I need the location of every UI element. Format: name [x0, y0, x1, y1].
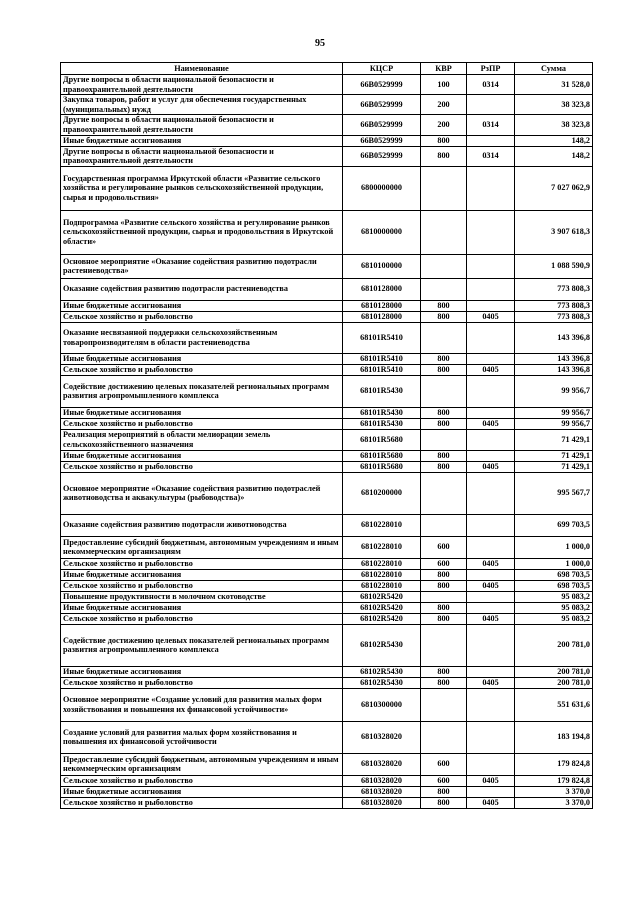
cell-rzpr: [467, 375, 515, 407]
cell-rzpr: 0405: [467, 775, 515, 786]
cell-rzpr: [467, 278, 515, 300]
cell-name: Сельское хозяйство и рыболовство: [61, 580, 343, 591]
cell-name: Оказание несвязанной поддержки сельскохозяйственным товаропроизводителям в области растениеводства: [61, 322, 343, 353]
cell-name: Иные бюджетные ассигнования: [61, 602, 343, 613]
cell-kvr: 800: [421, 666, 467, 677]
cell-sum: 143 396,8: [515, 364, 593, 375]
cell-sum: 38 323,8: [515, 115, 593, 135]
cell-code: 68102R5420: [343, 602, 421, 613]
cell-rzpr: [467, 602, 515, 613]
cell-code: 66В0529999: [343, 146, 421, 166]
cell-name: Другие вопросы в области национальной безопасности и правоохранительной деятельности: [61, 115, 343, 135]
cell-code: 6810228010: [343, 514, 421, 536]
cell-sum: 148,2: [515, 135, 593, 146]
cell-name: Иные бюджетные ассигнования: [61, 300, 343, 311]
cell-rzpr: 0405: [467, 558, 515, 569]
cell-sum: 995 567,7: [515, 472, 593, 514]
cell-rzpr: 0314: [467, 115, 515, 135]
cell-sum: 95 083,2: [515, 613, 593, 624]
table-row: [61, 786, 593, 797]
cell-kvr: 800: [421, 797, 467, 808]
table-body: [61, 75, 593, 809]
cell-name: Реализация мероприятий в области мелиорации земель сельскохозяйственного назначения: [61, 429, 343, 450]
cell-name: Иные бюджетные ассигнования: [61, 666, 343, 677]
cell-name: Иные бюджетные ассигнования: [61, 569, 343, 580]
cell-rzpr: 0405: [467, 461, 515, 472]
cell-kvr: 600: [421, 753, 467, 775]
cell-rzpr: [467, 786, 515, 797]
table-row: [61, 375, 593, 407]
cell-kvr: 800: [421, 135, 467, 146]
header-code: КЦСР: [343, 63, 421, 75]
cell-code: 68102R5420: [343, 613, 421, 624]
cell-name: Повышение продуктивности в молочном скотоводстве: [61, 591, 343, 602]
cell-code: 6810000000: [343, 210, 421, 254]
table-row: [61, 591, 593, 602]
cell-code: 6810228010: [343, 558, 421, 569]
cell-kvr: 800: [421, 353, 467, 364]
cell-kvr: 800: [421, 450, 467, 461]
cell-kvr: [421, 322, 467, 353]
cell-code: 68101R5680: [343, 450, 421, 461]
cell-name: Иные бюджетные ассигнования: [61, 450, 343, 461]
table-row: [61, 407, 593, 418]
cell-sum: 200 781,0: [515, 666, 593, 677]
table-row: [61, 514, 593, 536]
cell-kvr: [421, 591, 467, 602]
cell-name: Содействие достижению целевых показателей региональных программ развития агропромышленного комплекса: [61, 624, 343, 666]
cell-code: 68102R5430: [343, 677, 421, 688]
table-row: [61, 322, 593, 353]
cell-code: 68101R5430: [343, 407, 421, 418]
cell-code: 66В0529999: [343, 115, 421, 135]
cell-kvr: 800: [421, 364, 467, 375]
cell-name: Сельское хозяйство и рыболовство: [61, 775, 343, 786]
cell-kvr: 200: [421, 115, 467, 135]
cell-sum: 200 781,0: [515, 677, 593, 688]
cell-code: 6810328020: [343, 797, 421, 808]
cell-name: Сельское хозяйство и рыболовство: [61, 558, 343, 569]
cell-name: Другие вопросы в области национальной безопасности и правоохранительной деятельности: [61, 75, 343, 95]
cell-sum: 3 370,0: [515, 786, 593, 797]
cell-kvr: 600: [421, 775, 467, 786]
cell-sum: 183 194,8: [515, 721, 593, 753]
cell-name: Предоставление субсидий бюджетным, автономным учреждениям и иным некоммерческим организациям: [61, 753, 343, 775]
cell-kvr: [421, 514, 467, 536]
cell-code: 68101R5680: [343, 461, 421, 472]
cell-kvr: 800: [421, 786, 467, 797]
cell-name: Сельское хозяйство и рыболовство: [61, 418, 343, 429]
cell-name: Сельское хозяйство и рыболовство: [61, 613, 343, 624]
cell-kvr: [421, 721, 467, 753]
cell-code: 66В0529999: [343, 135, 421, 146]
cell-rzpr: [467, 135, 515, 146]
cell-sum: 698 703,5: [515, 569, 593, 580]
cell-rzpr: [467, 569, 515, 580]
table-row: [61, 353, 593, 364]
cell-sum: 698 703,5: [515, 580, 593, 591]
cell-rzpr: 0314: [467, 75, 515, 95]
cell-sum: 99 956,7: [515, 407, 593, 418]
cell-sum: 3 370,0: [515, 797, 593, 808]
table-row: [61, 688, 593, 721]
budget-table: [60, 62, 593, 809]
table-header-row: [61, 63, 593, 75]
cell-rzpr: [467, 210, 515, 254]
cell-code: 6810300000: [343, 688, 421, 721]
cell-code: 6810228010: [343, 580, 421, 591]
cell-rzpr: [467, 624, 515, 666]
table-row: [61, 75, 593, 95]
cell-name: Основное мероприятие «Оказание содействия развитию подотрасли растениеводства»: [61, 254, 343, 278]
cell-sum: 143 396,8: [515, 353, 593, 364]
cell-kvr: [421, 254, 467, 278]
header-kvr: КВР: [421, 63, 467, 75]
table-row: [61, 602, 593, 613]
cell-rzpr: [467, 95, 515, 115]
table-row: [61, 613, 593, 624]
cell-name: Основное мероприятие «Оказание содействия развитию подотраслей животноводства и аквакультуры (рыбоводства)»: [61, 472, 343, 514]
cell-rzpr: [467, 536, 515, 558]
cell-name: Сельское хозяйство и рыболовство: [61, 797, 343, 808]
table-row: [61, 472, 593, 514]
header-rzpr: РзПР: [467, 63, 515, 75]
table-row: [61, 775, 593, 786]
table-row: [61, 536, 593, 558]
cell-sum: 71 429,1: [515, 429, 593, 450]
cell-rzpr: 0405: [467, 613, 515, 624]
cell-code: 68101R5680: [343, 429, 421, 450]
cell-code: 68101R5430: [343, 375, 421, 407]
cell-code: 66В0529999: [343, 75, 421, 95]
cell-name: Государственная программа Иркутской области «Развитие сельского хозяйства и регулирование рынков сельскохозяйственной продукции, сырья и продовольствия»: [61, 166, 343, 210]
cell-name: Иные бюджетные ассигнования: [61, 135, 343, 146]
cell-code: 68101R5410: [343, 353, 421, 364]
table-row: [61, 146, 593, 166]
table-row: [61, 95, 593, 115]
table-row: [61, 461, 593, 472]
cell-code: 68102R5420: [343, 591, 421, 602]
cell-rzpr: 0405: [467, 580, 515, 591]
cell-code: 68102R5430: [343, 666, 421, 677]
cell-rzpr: [467, 429, 515, 450]
cell-kvr: 800: [421, 569, 467, 580]
table-row: [61, 115, 593, 135]
cell-rzpr: [467, 591, 515, 602]
table-row: [61, 677, 593, 688]
cell-code: 6810328020: [343, 753, 421, 775]
cell-kvr: 800: [421, 418, 467, 429]
cell-rzpr: 0405: [467, 418, 515, 429]
cell-code: 6810328020: [343, 721, 421, 753]
cell-kvr: [421, 166, 467, 210]
cell-code: 6810100000: [343, 254, 421, 278]
cell-kvr: [421, 688, 467, 721]
cell-code: 6810228010: [343, 536, 421, 558]
cell-sum: 99 956,7: [515, 375, 593, 407]
cell-sum: 773 808,3: [515, 300, 593, 311]
cell-code: 6810128000: [343, 311, 421, 322]
cell-code: 68101R5410: [343, 322, 421, 353]
cell-code: 6810328020: [343, 775, 421, 786]
header-sum: Сумма: [515, 63, 593, 75]
cell-code: 6810328020: [343, 786, 421, 797]
table-row: [61, 721, 593, 753]
cell-rzpr: 0405: [467, 311, 515, 322]
cell-sum: 95 083,2: [515, 591, 593, 602]
cell-name: Другие вопросы в области национальной безопасности и правоохранительной деятельности: [61, 146, 343, 166]
cell-name: Сельское хозяйство и рыболовство: [61, 677, 343, 688]
cell-rzpr: [467, 407, 515, 418]
cell-name: Сельское хозяйство и рыболовство: [61, 364, 343, 375]
cell-kvr: 800: [421, 677, 467, 688]
table-row: [61, 797, 593, 808]
cell-kvr: 800: [421, 407, 467, 418]
cell-kvr: [421, 210, 467, 254]
cell-sum: 3 907 618,3: [515, 210, 593, 254]
cell-sum: 773 808,3: [515, 311, 593, 322]
table-row: [61, 624, 593, 666]
cell-kvr: 200: [421, 95, 467, 115]
cell-kvr: [421, 278, 467, 300]
table-row: [61, 580, 593, 591]
cell-rzpr: [467, 472, 515, 514]
cell-kvr: 800: [421, 580, 467, 591]
cell-sum: 1 088 590,9: [515, 254, 593, 278]
cell-rzpr: [467, 721, 515, 753]
cell-kvr: 800: [421, 602, 467, 613]
table-row: [61, 300, 593, 311]
cell-sum: 551 631,6: [515, 688, 593, 721]
cell-name: Оказание содействия развитию подотрасли животноводства: [61, 514, 343, 536]
cell-kvr: 800: [421, 300, 467, 311]
cell-name: Иные бюджетные ассигнования: [61, 353, 343, 364]
cell-code: 68101R5430: [343, 418, 421, 429]
table-row: [61, 166, 593, 210]
cell-sum: 148,2: [515, 146, 593, 166]
table-row: [61, 753, 593, 775]
cell-name: Сельское хозяйство и рыболовство: [61, 311, 343, 322]
cell-rzpr: [467, 353, 515, 364]
table-row: [61, 569, 593, 580]
cell-sum: 71 429,1: [515, 450, 593, 461]
table-row: [61, 364, 593, 375]
cell-rzpr: 0405: [467, 364, 515, 375]
cell-kvr: [421, 472, 467, 514]
cell-name: Закупка товаров, работ и услуг для обеспечения государственных (муниципальных) нужд: [61, 95, 343, 115]
cell-name: Иные бюджетные ассигнования: [61, 407, 343, 418]
page-number: 95: [315, 38, 325, 49]
cell-sum: 699 703,5: [515, 514, 593, 536]
cell-rzpr: [467, 753, 515, 775]
cell-name: Содействие достижению целевых показателей региональных программ развития агропромышленного комплекса: [61, 375, 343, 407]
cell-kvr: 800: [421, 613, 467, 624]
cell-rzpr: [467, 688, 515, 721]
cell-rzpr: 0405: [467, 677, 515, 688]
cell-sum: 95 083,2: [515, 602, 593, 613]
cell-sum: 200 781,0: [515, 624, 593, 666]
cell-sum: 1 000,0: [515, 536, 593, 558]
cell-kvr: 800: [421, 146, 467, 166]
table-row: [61, 558, 593, 569]
cell-sum: 31 528,0: [515, 75, 593, 95]
cell-rzpr: 0405: [467, 797, 515, 808]
table-row: [61, 278, 593, 300]
cell-code: 6810128000: [343, 300, 421, 311]
cell-rzpr: [467, 514, 515, 536]
cell-name: Иные бюджетные ассигнования: [61, 786, 343, 797]
cell-sum: 773 808,3: [515, 278, 593, 300]
cell-kvr: 800: [421, 461, 467, 472]
cell-code: 6810128000: [343, 278, 421, 300]
cell-name: Оказание содействия развитию подотрасли растениеводства: [61, 278, 343, 300]
cell-code: 66В0529999: [343, 95, 421, 115]
table-row: [61, 429, 593, 450]
cell-sum: 179 824,8: [515, 753, 593, 775]
cell-kvr: 600: [421, 558, 467, 569]
cell-kvr: [421, 375, 467, 407]
cell-rzpr: [467, 166, 515, 210]
cell-rzpr: [467, 450, 515, 461]
table-row: [61, 450, 593, 461]
cell-kvr: [421, 624, 467, 666]
header-name: Наименование: [61, 63, 343, 75]
table-row: [61, 311, 593, 322]
cell-sum: 179 824,8: [515, 775, 593, 786]
table-row: [61, 254, 593, 278]
cell-kvr: 100: [421, 75, 467, 95]
table-row: [61, 210, 593, 254]
cell-name: Предоставление субсидий бюджетным, автономным учреждениям и иным некоммерческим организациям: [61, 536, 343, 558]
cell-code: 6810200000: [343, 472, 421, 514]
cell-sum: 71 429,1: [515, 461, 593, 472]
cell-name: Создание условий для развития малых форм хозяйствования и повышения их финансовой устойчивости: [61, 721, 343, 753]
cell-kvr: 800: [421, 311, 467, 322]
table-row: [61, 418, 593, 429]
cell-code: 6810228010: [343, 569, 421, 580]
cell-name: Подпрограмма «Развитие сельского хозяйства и регулирование рынков сельскохозяйственной продукции, сырья и продовольствия в Иркутской области»: [61, 210, 343, 254]
cell-kvr: [421, 429, 467, 450]
cell-name: Сельское хозяйство и рыболовство: [61, 461, 343, 472]
cell-sum: 38 323,8: [515, 95, 593, 115]
cell-rzpr: [467, 300, 515, 311]
cell-code: 68102R5430: [343, 624, 421, 666]
cell-rzpr: [467, 254, 515, 278]
cell-code: 6800000000: [343, 166, 421, 210]
cell-sum: 99 956,7: [515, 418, 593, 429]
cell-kvr: 600: [421, 536, 467, 558]
cell-rzpr: [467, 666, 515, 677]
table-row: [61, 666, 593, 677]
cell-sum: 7 027 062,9: [515, 166, 593, 210]
cell-sum: 1 000,0: [515, 558, 593, 569]
cell-rzpr: [467, 322, 515, 353]
cell-sum: 143 396,8: [515, 322, 593, 353]
cell-code: 68101R5410: [343, 364, 421, 375]
table-row: [61, 135, 593, 146]
cell-rzpr: 0314: [467, 146, 515, 166]
cell-name: Основное мероприятие «Создание условий для развития малых форм хозяйствования и повышения их финансовой устойчивости»: [61, 688, 343, 721]
